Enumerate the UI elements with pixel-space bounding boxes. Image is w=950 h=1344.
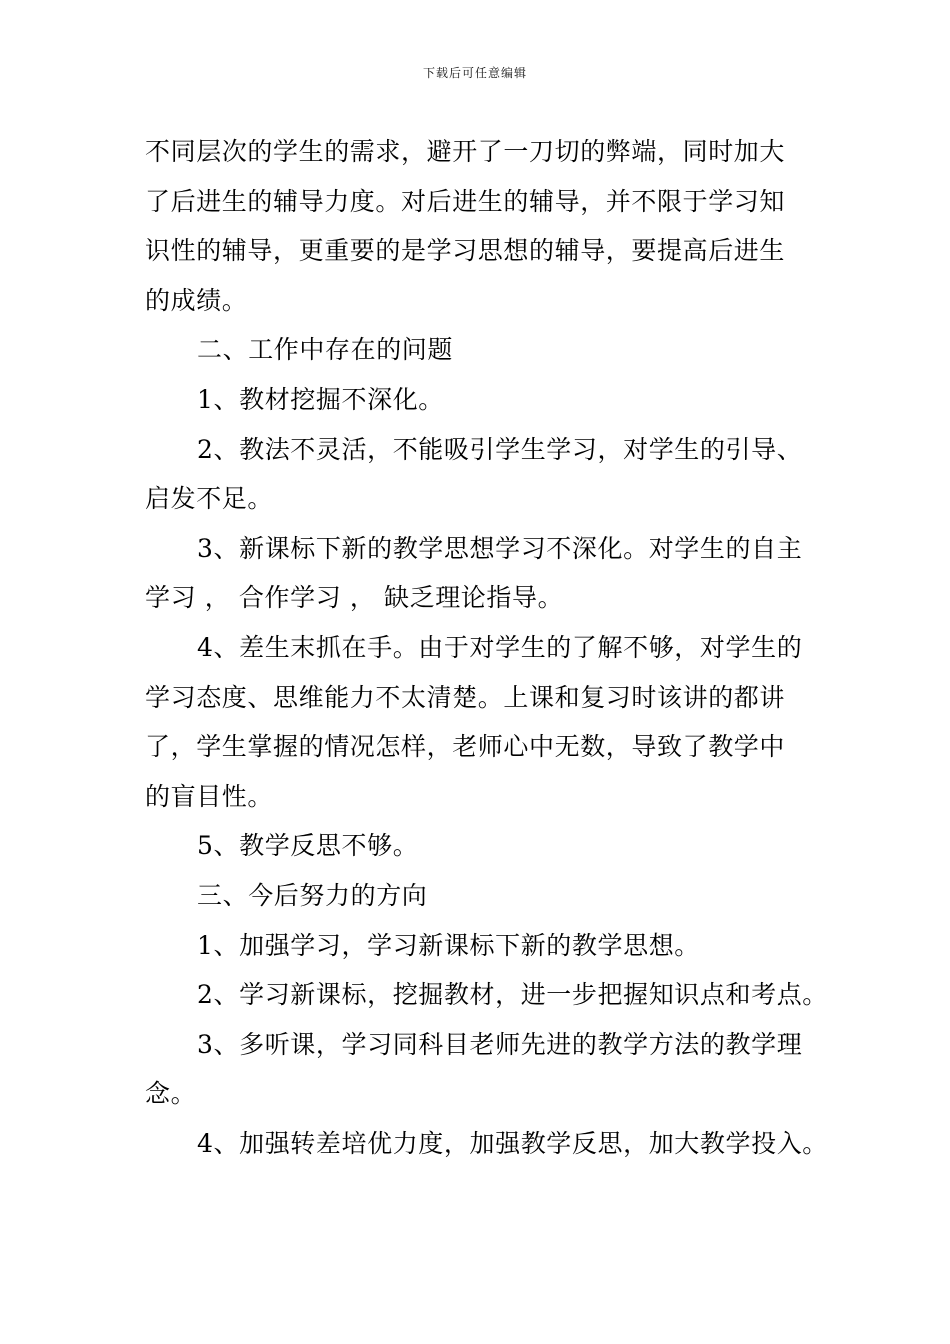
- list-item: [145, 970, 828, 1020]
- text-line: 念。: [145, 1079, 197, 1109]
- section-heading-directions: [145, 871, 807, 921]
- text-line: 2、教法不灵活，不能吸引学生学习，对学生的引导、: [197, 434, 803, 464]
- list-item: [145, 1119, 828, 1169]
- list-item-text: 5、教学反思不够。: [197, 831, 419, 861]
- text-line: 3、多听课，学习同科目老师先进的教学方法的教学理: [197, 1029, 803, 1059]
- text-line: 了后进生的辅导力度。对后进生的辅导，并不限于学习知: [145, 186, 786, 216]
- list-item: [145, 623, 807, 821]
- list-item: [145, 524, 807, 623]
- list-item-text: 4、加强转差培优力度，加强教学反思，加大教学投入。: [197, 1128, 828, 1158]
- paragraph-continuation: [145, 127, 807, 325]
- section-heading-text: 二、工作中存在的问题: [197, 335, 454, 365]
- list-item: [145, 1020, 807, 1119]
- text-line: 不同层次的学生的需求，避开了一刀切的弊端，同时加大: [145, 137, 786, 166]
- list-item: [145, 921, 807, 971]
- text-line: 的盲目性。: [145, 781, 274, 811]
- list-item: [145, 821, 807, 871]
- list-item: [145, 375, 807, 425]
- text-line: 了，学生掌握的情况怎样，老师心中无数，导致了教学中: [145, 732, 786, 762]
- text-line: 的成绩。: [145, 285, 248, 315]
- text-line: 3、新课标下新的教学思想学习不深化。对学生的自主: [197, 533, 803, 563]
- list-item-text: 2、学习新课标，挖掘教材，进一步把握知识点和考点。: [197, 980, 828, 1010]
- text-line: 识性的辅导，更重要的是学习思想的辅导，要提高后进生: [145, 236, 786, 266]
- text-line: 学习 ， 合作学习 ， 缺乏理论指导。: [145, 583, 564, 613]
- header-note: 下载后可任意编辑: [422, 66, 527, 80]
- text-line: 4、差生末抓在手。由于对学生的了解不够，对学生的: [197, 632, 803, 662]
- document-body: [145, 127, 828, 1168]
- section-heading-problems: [145, 325, 807, 375]
- text-line: 启发不足。: [145, 484, 274, 514]
- list-item: [145, 425, 807, 524]
- text-line: 学习态度、思维能力不太清楚。上课和复习时该讲的都讲: [145, 682, 786, 712]
- section-heading-text: 三、今后努力的方向: [197, 880, 428, 910]
- list-item-text: 1、加强学习，学习新课标下新的教学思想。: [197, 930, 700, 960]
- list-item-text: 1、教材挖掘不深化。: [197, 384, 444, 414]
